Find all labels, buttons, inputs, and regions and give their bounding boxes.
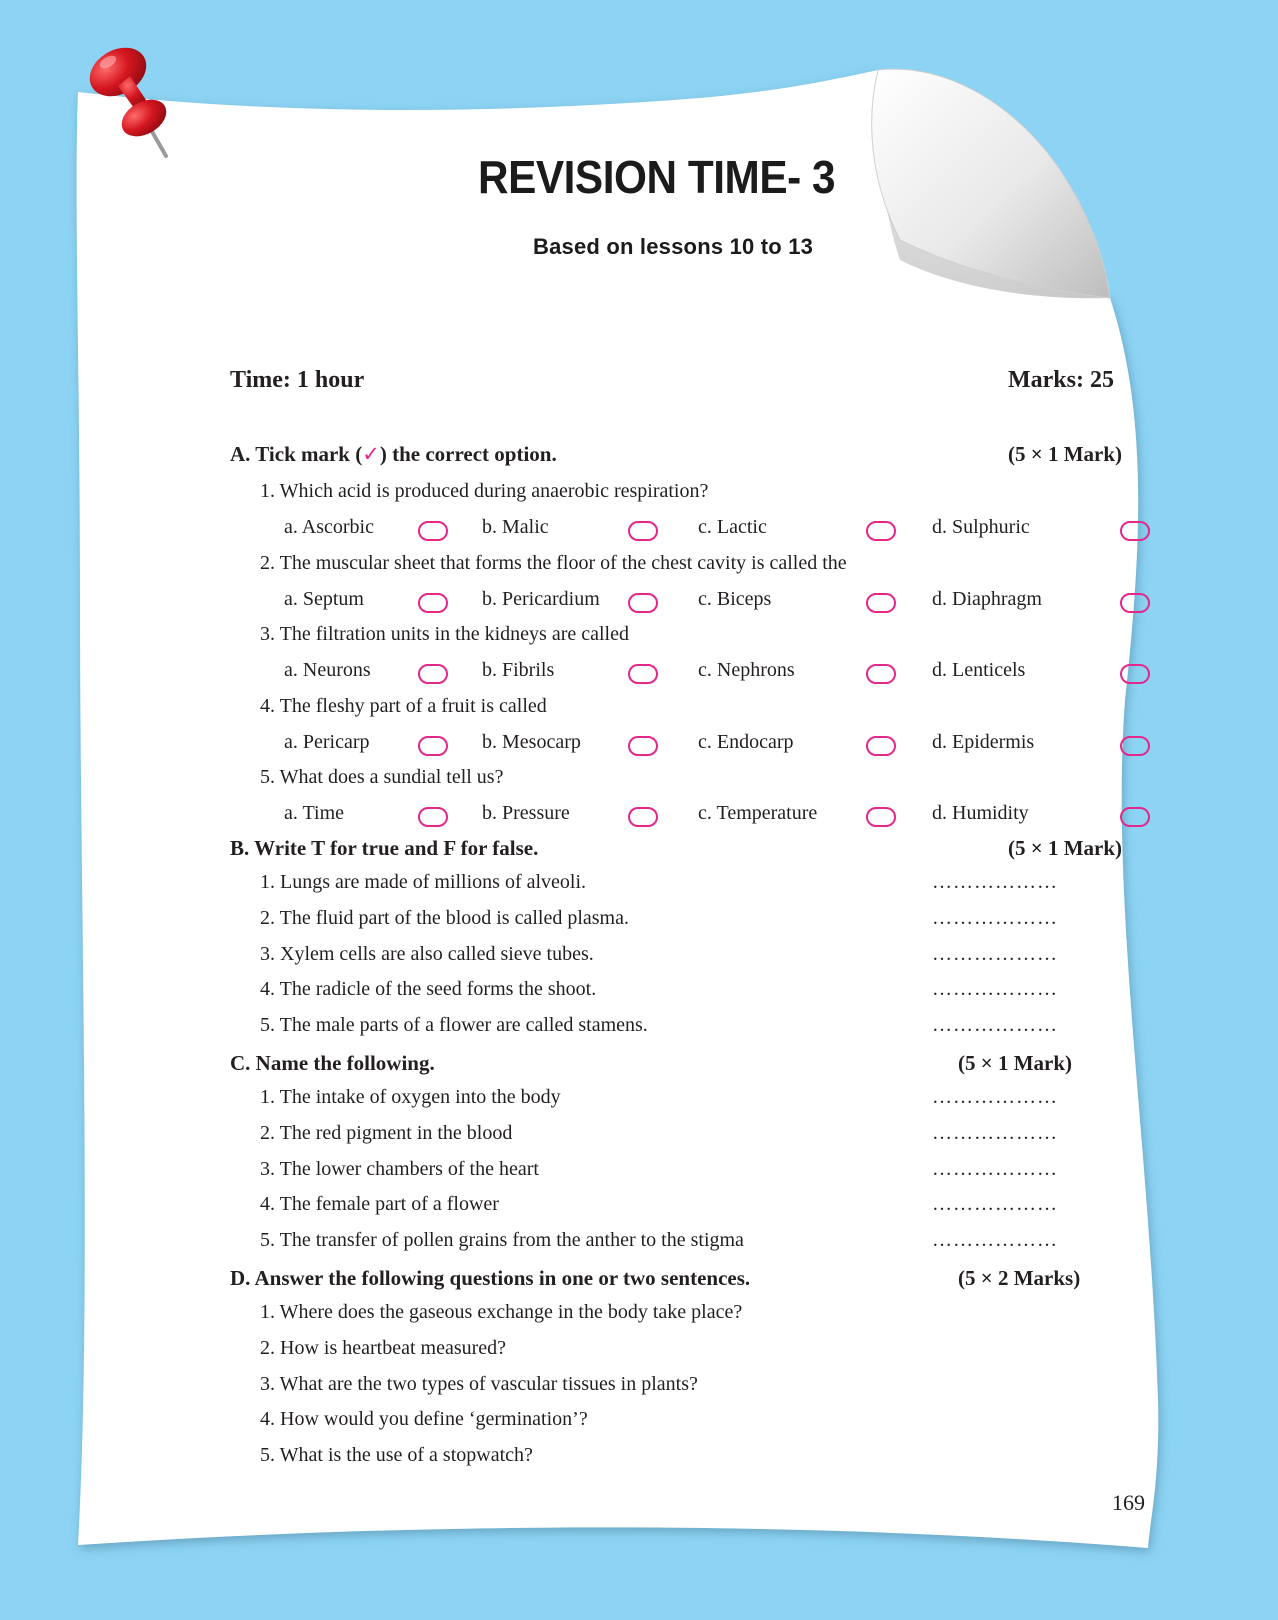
option-label: d. Lenticels (932, 659, 1026, 681)
list-item: 3. What are the two types of vascular tissues in plants? (260, 1372, 698, 1395)
tick-mark-icon: ✓ (362, 442, 380, 466)
answer-oval[interactable] (628, 664, 658, 684)
answer-oval[interactable] (628, 521, 658, 541)
answer-blank[interactable]: ……………… (932, 1121, 1058, 1144)
answer-oval[interactable] (1120, 664, 1150, 684)
statement-item: 1. Lungs are made of millions of alveoli. (260, 871, 587, 893)
answer-oval[interactable] (1120, 593, 1150, 613)
section-c-marks: (5 × 1 Mark) (958, 1051, 1073, 1075)
answer-blank[interactable]: ……………… (932, 1086, 1058, 1108)
section-a-marks: (5 × 1 Mark) (1008, 442, 1123, 466)
answer-oval[interactable] (418, 521, 448, 541)
question-text: 1. Which acid is produced during anaerobic respiration? (260, 480, 709, 502)
section-d-marks: (5 × 2 Marks) (958, 1266, 1081, 1290)
answer-oval[interactable] (866, 807, 896, 827)
answer-oval[interactable] (628, 736, 658, 756)
question-text: 5. What does a sundial tell us? (260, 766, 504, 788)
section-a-heading (230, 442, 557, 467)
statement-item: 2. The fluid part of the blood is called plasma. (260, 906, 629, 929)
list-item: 2. How is heartbeat measured? (260, 1336, 507, 1359)
option-label: b. Pressure (482, 802, 570, 824)
push-pin-icon (78, 38, 198, 168)
section-a-heading-end: ) the correct option. (379, 442, 557, 466)
answer-blank[interactable]: ……………… (932, 906, 1058, 929)
statement-item: 5. The male parts of a flower are called stamens. (260, 1014, 648, 1037)
option-label: b. Malic (482, 516, 549, 538)
list-item: 3. The lower chambers of the heart (260, 1157, 539, 1180)
answer-oval[interactable] (418, 593, 448, 613)
option-label: d. Sulphuric (932, 516, 1030, 538)
option-label: c. Biceps (698, 587, 772, 610)
list-item: 1. The intake of oxygen into the body (260, 1086, 561, 1108)
option-label: c. Endocarp (698, 730, 794, 753)
section-a-heading-start: A. Tick mark ( (230, 442, 363, 466)
answer-oval[interactable] (418, 807, 448, 827)
option-label: c. Temperature (698, 802, 818, 824)
option-label: b. Pericardium (482, 587, 600, 610)
option-label: b. Fibrils (482, 659, 555, 681)
option-label: a. Time (284, 802, 345, 824)
answer-oval[interactable] (418, 664, 448, 684)
option-label: a. Pericarp (284, 730, 370, 753)
answer-blank[interactable]: ……………… (932, 871, 1058, 893)
list-item: 5. What is the use of a stopwatch? (260, 1444, 533, 1467)
page-title: REVISION TIME- 3 (478, 151, 836, 203)
list-item: 2. The red pigment in the blood (260, 1121, 513, 1144)
answer-oval[interactable] (418, 736, 448, 756)
option-label: c. Nephrons (698, 659, 795, 681)
page-subtitle: Based on lessons 10 to 13 (533, 234, 814, 259)
section-b-marks: (5 × 1 Mark) (1008, 836, 1123, 860)
statement-item: 4. The radicle of the seed forms the shoot. (260, 978, 597, 1001)
list-item: 1. Where does the gaseous exchange in the body take place? (260, 1301, 743, 1323)
answer-oval[interactable] (628, 807, 658, 827)
list-item: 4. The female part of a flower (260, 1193, 499, 1216)
option-label: a. Ascorbic (284, 516, 374, 538)
section-d-heading: D. Answer the following questions in one or two sentences. (230, 1266, 751, 1290)
answer-oval[interactable] (1120, 521, 1150, 541)
answer-blank[interactable]: ……………… (932, 978, 1058, 1001)
answer-blank[interactable]: ……………… (932, 1157, 1058, 1180)
option-label: c. Lactic (698, 516, 767, 538)
answer-oval[interactable] (1120, 736, 1150, 756)
option-label: d. Epidermis (932, 730, 1035, 753)
answer-oval[interactable] (866, 593, 896, 613)
answer-oval[interactable] (628, 593, 658, 613)
answer-oval[interactable] (866, 664, 896, 684)
time-label: Time: 1 hour (230, 367, 365, 393)
answer-blank[interactable]: ……………… (932, 942, 1058, 965)
list-item: 4. How would you define ‘germination’? (260, 1408, 588, 1431)
answer-blank[interactable]: ……………… (932, 1229, 1058, 1252)
option-label: b. Mesocarp (482, 730, 581, 753)
page-number: 169 (1112, 1490, 1145, 1515)
question-text: 4. The fleshy part of a fruit is called (260, 694, 547, 717)
answer-blank[interactable]: ……………… (932, 1193, 1058, 1216)
marks-label: Marks: 25 (1008, 367, 1114, 393)
answer-blank[interactable]: ……………… (932, 1014, 1058, 1037)
list-item: 5. The transfer of pollen grains from the anther to the stigma (260, 1229, 744, 1252)
question-text: 2. The muscular sheet that forms the floor of the chest cavity is called the (260, 551, 847, 574)
section-b-heading: B. Write T for true and F for false. (230, 836, 539, 860)
statement-item: 3. Xylem cells are also called sieve tubes. (260, 942, 594, 965)
option-label: d. Diaphragm (932, 587, 1042, 610)
option-label: a. Septum (284, 587, 364, 610)
option-label: a. Neurons (284, 659, 371, 681)
answer-oval[interactable] (1120, 807, 1150, 827)
question-text: 3. The filtration units in the kidneys are called (260, 623, 629, 645)
option-label: d. Humidity (932, 802, 1029, 824)
section-c-heading: C. Name the following. (230, 1051, 435, 1075)
answer-oval[interactable] (866, 736, 896, 756)
answer-oval[interactable] (866, 521, 896, 541)
